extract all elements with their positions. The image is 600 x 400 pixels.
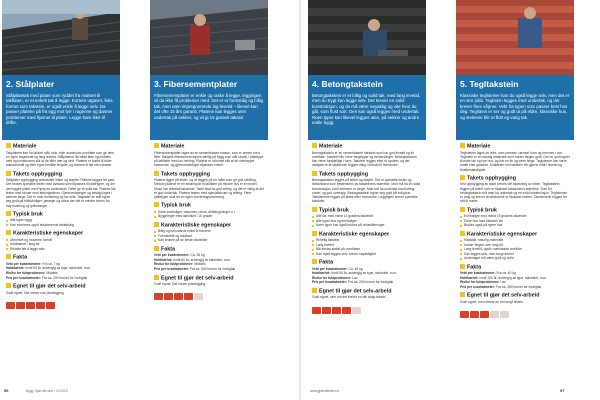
fakta-row: Holdbarhet: Inntil 50 år, avhengig av type, takvinkel, m.m. [6, 266, 92, 271]
section-heading: Typisk bruk [319, 207, 349, 213]
bullet-icon [154, 143, 159, 148]
section-fakta [6, 254, 116, 280]
list-item: Eldre hus med klassisk stil [460, 219, 570, 224]
bullet-icon [312, 171, 317, 176]
bullet-icon [154, 171, 159, 176]
footer-text-left: Bygg: Gjør det selv • 10.2013 [26, 389, 68, 393]
section-rating [6, 283, 116, 304]
section-egenskaper [6, 230, 116, 251]
article-body [6, 143, 116, 387]
section-typisk-bruk [154, 202, 264, 219]
title-band [150, 75, 268, 140]
list-item: Underlaget må være godt og solid [460, 256, 570, 261]
bullet-icon [460, 143, 465, 148]
rating-bar [460, 305, 570, 313]
list-item: Kan monteres oppå eksisterende taktekking [6, 223, 116, 228]
rating-hand-icon-empty [500, 311, 509, 318]
fakta-row: Vekt per kvadratmeter: Fra ca. 7 kg [6, 261, 60, 266]
section-heading: Karakteristiske egenskaper [13, 230, 84, 237]
rating-hand-icon-filled [174, 293, 183, 300]
rating-hand-icon-empty [352, 307, 361, 314]
section-heading: Egnet til gjør det selv-arbeid [13, 283, 86, 290]
list-item: Alle tak med minst 14 graders takvinkel [312, 214, 422, 219]
section-heading: Materiale [467, 143, 491, 150]
rating-note: Godt egnet. Det krever noe planlegging. [6, 290, 65, 295]
fakta-row: Pris per kvadratmeter: Fra ca. 250 kroner for fordigtak [460, 284, 542, 289]
section-fakta [312, 259, 422, 285]
list-item: Kan også legges selv, krever nøyaktighet [312, 252, 422, 257]
section-egenskaper [154, 222, 264, 243]
fakta-row: Holdbarhet: Inntil 100 år, avhengig av type, takvinkel, m.m. [460, 275, 548, 280]
article-column-steel [2, 0, 120, 400]
bullet-icon [312, 231, 317, 236]
fakta-row: Risiko for fuktproblemer: Lav [312, 275, 358, 280]
list-item: Relativt lett å legge selv [6, 247, 116, 252]
section-heading: Materiale [161, 143, 185, 150]
article-column-fibercement [150, 0, 268, 400]
article-body [460, 143, 570, 387]
rating-note: Godt egnet. Det krever planlegging. [154, 282, 207, 287]
rating-hand-icon-filled [36, 302, 45, 309]
rating-hand-icon-filled [46, 302, 55, 309]
fakta-row: Pris per kvadratmeter: Fra ca. 200 kroner for fordigtak [312, 280, 394, 285]
photo-steel-roof [2, 0, 120, 75]
article-body [312, 143, 422, 387]
section-heading: Fakta [467, 264, 482, 270]
bullet-icon [312, 207, 317, 212]
rating-bar [6, 296, 116, 304]
list-item: Kan brukes på de fleste takvinkler [154, 238, 264, 243]
title-band [308, 75, 426, 140]
rating-hand-icon-filled [16, 302, 25, 309]
list-item: Eneboliger med minst 15 graders takvinkel [460, 214, 570, 219]
rating-hand-icon-filled [470, 311, 479, 318]
section-heading: Karakteristiske egenskaper [319, 231, 390, 237]
section-heading: Takets oppbygging [13, 171, 63, 177]
list-item: Formstabilt og holdbart [154, 234, 264, 239]
list-item: Blir ekstra stabilt på overflaten [312, 247, 422, 252]
list-item: Kan legges selv, men tungt arbeid [460, 252, 570, 257]
article-title: 5. Tegltakstein [460, 79, 519, 89]
section-heading: Typisk bruk [467, 207, 497, 213]
fakta-row: Pris per kvadratmeter: Fra ca. 300 kroner for fordigtak [154, 267, 236, 272]
bullet-icon [312, 143, 317, 148]
section-heading: Fakta [161, 246, 176, 253]
section-materiale [6, 143, 116, 168]
article-column-clay [456, 0, 574, 400]
rating-hand-icon-filled [332, 307, 341, 314]
fakta-row: Holdbarhet: Inntil 50 år, avhengig av type, takvinkel, m.m. [312, 271, 398, 276]
bullet-icon [154, 246, 159, 251]
section-text: Ved oppbygging av taket kreves det tilpasning av lekter. Tegltakstein legges på lekter som er tilpasset taksteinens størrelse. Som for betongtakstein må man ha undertak og en solid konstruksjon. Teglsteinen er tung og krever at takstolene er tilpasset vekten. Taksteinene legges fra raft til møne. [460, 182, 568, 204]
list-item: Billig og forholdsvis enkel å montere [154, 229, 264, 234]
fakta-row: Vekt per kvadratmeter: Fra ca. 40 kg [460, 271, 516, 275]
list-item: Rimelig takstein [312, 238, 422, 243]
list-item: Brukes også på nyere hus [460, 223, 570, 228]
fakta-row: Pris per kvadratmeter: Fra ca. 200 kroner for fordigtak [6, 275, 88, 280]
bullet-icon [6, 211, 11, 216]
rating-note: Godt egnet, men krever en del tungt arbeid. [460, 299, 524, 304]
section-materiale [154, 143, 264, 168]
bullet-icon [6, 143, 11, 148]
section-fakta [460, 264, 570, 290]
page-number-left: 96 [4, 388, 9, 393]
rating-hand-icon-filled [6, 302, 15, 309]
bullet-icon [6, 171, 11, 176]
bullet-icon [460, 175, 465, 180]
rating-note: Godt egnet, selv om det krever en del tungt arbeid. [312, 295, 387, 300]
rating-hand-icon-filled [342, 307, 351, 314]
fakta-row: Holdbarhet: Inntil 60 år, avhengig av takvinkel, m.m. [154, 257, 232, 262]
photo-fibercement-roof [150, 0, 268, 75]
rating-bar [312, 301, 422, 309]
section-text: Takplatene kan ha lakkert stål, sink- eller aluminium-overflate som gir dem en egen fargekode og lang levetid. Stålplatene får både liten og middels vekt og konstrueres slik at de tåler vær og vind. Platene er kuttet til både standardmål og etter egne bestilte lengder, og leveres til tak uten skader. [6, 150, 115, 168]
section-heading: Fakta [13, 254, 28, 261]
section-rating [154, 275, 264, 296]
photo-clay-roof [456, 0, 574, 75]
fakta-row: Risiko for fuktproblemer: Middels [154, 262, 206, 267]
bullet-icon [312, 259, 317, 264]
bullet-icon [460, 292, 465, 297]
fakta-row: Vekt per kvadratmeter: Ca. 45 kg [312, 266, 363, 271]
footer-text-right: www.gjoerdetselv.no [310, 389, 339, 393]
fakta-row: Risiko for fuktproblemer: Middels [6, 270, 58, 275]
section-text: Platene ligger på lekter, og vil legges på en måte som gir god utlufting. Mellom platene er en smøregule til takflater på mindre hus er en fordel. Disse har anbefalt takvinkel. Taket skal ha god lufting, og det er viktig at det er god undertak. Platene festes med spesialskruer og tetting. Flere platetyper skal ha en egen monteringsanvisning. [154, 178, 264, 199]
section-fakta [154, 246, 264, 272]
section-heading: Egnet til gjør det selv-arbeid [319, 288, 392, 295]
bullet-icon [460, 264, 465, 269]
article-intro: Stålplatetak med plater som ryddet fra malmet til takflaten, er et enkelt tak å legge. Kortere utgaver, feks. formet som takstein, er også enkle å legge selv. Da passer platene på fra egg mot fyrr i ragenne og danner problemer med hjørnet til plater. Legge bare ikke til drifte. [6, 93, 114, 126]
section-oppbygging [312, 171, 422, 204]
page-number-right: 97 [560, 388, 565, 393]
article-intro: Betongtakstein er et billig og solid tak, med lang levetid, men du trygt kan legge selv. Det krever en solid konstruksjon, og du må være nøyaktig og vite hvor du går, som flust sort. Den kan også legges med undertak. Noen typer kan likevel legges uten, på sekker og andre enkle bygg. [312, 93, 421, 126]
section-text: Teglsteiner lages av leire, som presses i ønsket form og brennes i ovn. Teglstein er et naturlig materiale som holder fargen godt. Den er godt egnet til eldre tak og nye hus, og har en fin og varm farge. Teglsteiner kan være matte eller glaserte. Kvaliteten ved takstein blir gjerne målt i levetid og frostbestandighet. [460, 150, 570, 172]
fakta-row: Vekt per kvadratmeter: Ca. 16 kg [154, 253, 205, 258]
section-heading: Egnet til gjør det selv-arbeid [161, 275, 234, 282]
section-heading: Takets oppbygging [161, 171, 211, 177]
bullet-icon [6, 254, 11, 259]
section-materiale [460, 143, 570, 172]
list-item: Eldre eneboliger, carporter, uthus, driftsbygninger o.l. [154, 210, 264, 215]
section-heading: Materiale [13, 143, 37, 150]
bullet-icon [460, 207, 465, 212]
article-body [154, 143, 264, 387]
list-item: Holdbarhet i lang tid [6, 242, 116, 247]
rating-hand-icon-empty [194, 293, 203, 300]
rating-hand-icon-filled [26, 302, 35, 309]
list-item: Lang levetid, også i værutsatte områder [460, 247, 570, 252]
list-item: Noen typer kan også brukes på rehabiliteringer [312, 223, 422, 228]
section-egenskaper [312, 231, 422, 257]
list-item: Lang levetid [312, 243, 422, 248]
rating-hand-icon-empty [490, 311, 499, 318]
section-heading: Materiale [319, 143, 343, 150]
title-band [2, 75, 120, 140]
list-item: Alle typer hus og eneboliger [312, 219, 422, 224]
section-heading: Takets oppbygging [467, 175, 517, 182]
rating-hand-icon-filled [322, 307, 331, 314]
article-intro: Fibersementplater er enkle og raske å legge, leggingen vil da ikke få problemer med. Det er et formstilig og billig tak, men uten impregnerende lag levetid – likevel kan det ofte 15 års garanti. Platene kan legges uten undertak på sekker, og vil gi 15 garanti takstol. [154, 93, 264, 120]
list-item: Klassisk, naturlig materiale [460, 238, 570, 243]
section-materiale [312, 143, 422, 168]
section-oppbygging [154, 171, 264, 200]
article-intro: Klassiske teglsteiner kan du også legge selv, men det er en stor jobb. Teglstein legges med undertak, og det krever flere våpner. Vekt fra typen som passer best hos deg. Teglstein er ser og godt ut på eldre, klassiske hus, og steinene blir et flott og varig tak. [460, 93, 570, 120]
rating-hand-icon-filled [164, 293, 173, 300]
bullet-icon [312, 288, 317, 293]
section-heading: Typisk bruk [13, 211, 43, 218]
section-rating [312, 288, 422, 309]
section-heading: Egnet til gjør det selv-arbeid [467, 292, 540, 299]
photo-concrete-roof [308, 0, 426, 75]
rating-bar [154, 287, 264, 295]
bullet-icon [154, 202, 159, 207]
rating-hand-icon-filled [460, 311, 469, 318]
rating-hand-icon-filled [480, 311, 489, 318]
list-item: Alle typer bygg [6, 218, 116, 223]
section-typisk-bruk [460, 207, 570, 228]
rating-hand-icon-filled [154, 293, 163, 300]
section-heading: Typisk bruk [161, 202, 191, 209]
section-heading: Karakteristiske egenskaper [467, 231, 538, 237]
section-egenskaper [460, 231, 570, 261]
bullet-icon [154, 222, 159, 227]
bullet-icon [6, 283, 11, 288]
rating-hand-icon-filled [184, 293, 193, 300]
bullet-icon [154, 275, 159, 280]
section-oppbygging [6, 171, 116, 208]
list-item: Holder fargen over lang tid [460, 243, 570, 248]
article-title: 3. Fibersementplater [154, 79, 238, 89]
title-band [456, 75, 574, 140]
section-heading: Karakteristiske egenskaper [161, 222, 232, 229]
section-oppbygging [460, 175, 570, 204]
bullet-icon [6, 230, 11, 235]
bullet-icon [460, 231, 465, 236]
section-text: Stålplater oppbygging omhandler lekter og sløyfer. Platene lagges fra gavl. Det brukes spesielle lekter med avstand som tilpasses til platetyper, og der det legges plater med hjelp av undertaket. Dette gir et solid tak. Platene blir festet med skruer med tetningsskiver. Gjennomføringer og beslag lages i samme farge. Det er rask montering og lav vekt. Takplater av stål egner seg godt på fritidsboliger, garasjer og uthus der det er mindre behov for høy isolering og lydisolasjon. [6, 178, 116, 208]
fakta-row: Risiko for fuktproblemer: Lav [460, 280, 506, 285]
list-item: Byggninger med takvinkel i 15 grader [154, 214, 264, 219]
rating-hand-icon-filled [312, 307, 321, 314]
article-column-concrete [308, 0, 426, 400]
section-heading: Takets oppbygging [319, 171, 369, 177]
section-rating [460, 292, 570, 313]
section-text: Betongtakstein legges på lekter og sløyfer. Det er spesielle lekter og lektavstand som bestemmes av taksteinens størrelse. Man må ha en solid konstruksjon, fordi steinene er tunge. Man må ha undertak med lufting under, og god overlapp. Betongtakstein egner seg godt på bolighus. Taksteinene legges på plass etter hverandre. Leggingen krever spesielle takstoler. [312, 178, 421, 204]
section-typisk-bruk [6, 211, 116, 228]
section-heading: Fakta [319, 259, 334, 266]
list-item: Utmerket og moderne formål [6, 238, 116, 243]
article-title: 2. Stålplater [6, 79, 55, 89]
section-text: Fibersementplater lages av en sementbasert masse, som er armert med fiber. Bølgete fibersement egnes særlig på bygg som står utsatt, i platetype på takflater med lav helning. Platene er utformet slik at de overlapper hverandre, og gjennomføringer tilpasses enkelt. [154, 150, 264, 168]
section-text: Betongtakstein er en sementbasert takstein som har god levetid og fin overflate. Takstein fås i flere fargetyper og behandlinger. Betongtakstein kan være forskjellige i form. Takstein legges etter et system, og det viktigste er at taksteinen legges riktig i forhold til hverandre. [312, 150, 417, 168]
section-typisk-bruk [312, 207, 422, 228]
page-gutter [299, 0, 301, 400]
article-title: 4. Betongtakstein [312, 79, 383, 89]
